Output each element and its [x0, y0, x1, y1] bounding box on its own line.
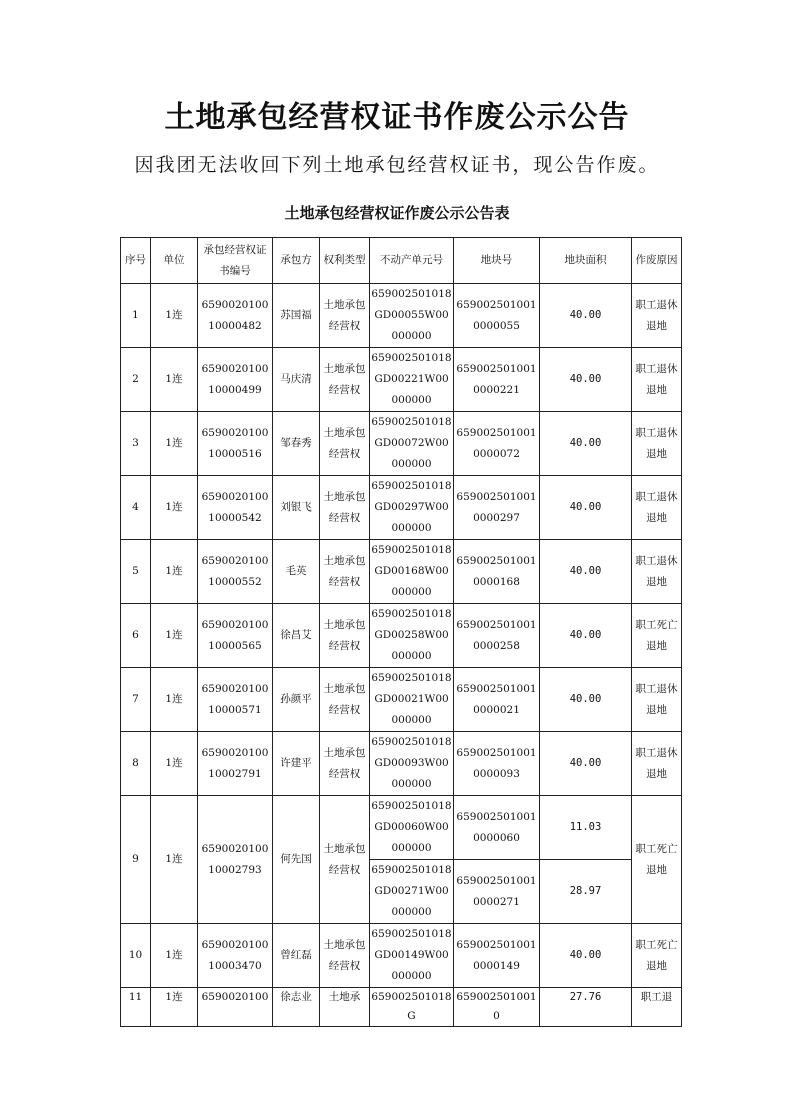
cell-holder: 何先国: [273, 796, 320, 924]
cell-type: 土地承包经营权: [320, 412, 370, 476]
cell-property: 659002501018GD00055W00000000: [370, 284, 454, 348]
notice-subtitle: 因我团无法收回下列土地承包经营权证书，现公告作废。: [134, 154, 660, 176]
cell-no: 6: [121, 604, 151, 668]
cell-cert: 6590020100: [198, 988, 273, 1027]
cell-reason: 职工退休退地: [632, 412, 682, 476]
cell-area: 40.00: [540, 668, 632, 732]
cell-property: 659002501018GD00093W00000000: [370, 732, 454, 796]
cell-parcel: 6590025010010000258: [454, 604, 540, 668]
cell-no: 9: [121, 796, 151, 924]
cell-property: 659002501018GD00271W00000000: [370, 860, 454, 924]
cell-type: 土地承包经营权: [320, 284, 370, 348]
cell-property: 659002501018GD00221W00000000: [370, 348, 454, 412]
header-holder: 承包方: [273, 238, 320, 284]
cell-cert: 659002010010002793: [198, 796, 273, 924]
cell-parcel: 6590025010010000297: [454, 476, 540, 540]
cell-cert: 659002010010003470: [198, 924, 273, 988]
cell-no: 7: [121, 668, 151, 732]
cell-cert: 659002010010000565: [198, 604, 273, 668]
cell-area: 40.00: [540, 924, 632, 988]
cell-property: 659002501018GD00258W00000000: [370, 604, 454, 668]
cell-property: 659002501018GD00060W00000000: [370, 796, 454, 860]
cell-reason: 职工退: [632, 988, 682, 1027]
cell-area: 28.97: [540, 860, 632, 924]
cell-type: 土地承包经营权: [320, 732, 370, 796]
cell-unit: 1连: [151, 540, 198, 604]
cell-property: 659002501018GD00072W00000000: [370, 412, 454, 476]
cell-unit: 1连: [151, 796, 198, 924]
notice-table: [120, 237, 682, 1027]
cell-parcel: 6590025010010000093: [454, 732, 540, 796]
cell-unit: 1连: [151, 284, 198, 348]
cell-reason: 职工退休退地: [632, 540, 682, 604]
cell-reason: 职工退休退地: [632, 476, 682, 540]
header-unit: 单位: [151, 238, 198, 284]
cell-parcel: 6590025010010000072: [454, 412, 540, 476]
cell-unit: 1连: [151, 476, 198, 540]
cell-holder: 孙颜平: [273, 668, 320, 732]
table-row: [121, 284, 682, 348]
table-row: [121, 988, 682, 1027]
cell-parcel: 6590025010010000168: [454, 540, 540, 604]
table-row: [121, 540, 682, 604]
cell-property: 659002501018GD00149W00000000: [370, 924, 454, 988]
cell-holder: 马庆清: [273, 348, 320, 412]
cell-area: 11.03: [540, 796, 632, 860]
cell-cert: 659002010010000571: [198, 668, 273, 732]
table-row: [121, 732, 682, 796]
cell-cert: 659002010010000482: [198, 284, 273, 348]
cell-holder: 邹春秀: [273, 412, 320, 476]
table-row: [121, 796, 682, 860]
cell-type: 土地承包经营权: [320, 924, 370, 988]
table-row: [121, 412, 682, 476]
cell-property: 659002501018GD00168W00000000: [370, 540, 454, 604]
table-row: [121, 604, 682, 668]
table-row: [121, 476, 682, 540]
cell-reason: 职工死亡退地: [632, 796, 682, 924]
cell-reason: 职工死亡退地: [632, 604, 682, 668]
header-row: [121, 238, 682, 284]
table-row: [121, 668, 682, 732]
cell-holder: 刘银飞: [273, 476, 320, 540]
cell-cert: 659002010010000542: [198, 476, 273, 540]
cell-reason: 职工死亡退地: [632, 924, 682, 988]
cell-cert: 659002010010000552: [198, 540, 273, 604]
cell-no: 10: [121, 924, 151, 988]
cell-no: 1: [121, 284, 151, 348]
cell-area: 40.00: [540, 348, 632, 412]
cell-reason: 职工退休退地: [632, 732, 682, 796]
cell-parcel: 6590025010010000021: [454, 668, 540, 732]
cell-no: 2: [121, 348, 151, 412]
cell-holder: 徐志业: [273, 988, 320, 1027]
cell-cert: 659002010010002791: [198, 732, 273, 796]
cell-reason: 职工退休退地: [632, 668, 682, 732]
cell-reason: 职工退休退地: [632, 348, 682, 412]
cell-type: 土地承: [320, 988, 370, 1027]
cell-no: 5: [121, 540, 151, 604]
table-title: 土地承包经营权证作废公示公告表: [284, 204, 510, 222]
cell-parcel: 6590025010010000221: [454, 348, 540, 412]
cell-area: 40.00: [540, 412, 632, 476]
cell-no: 11: [121, 988, 151, 1027]
header-area: 地块面积: [540, 238, 632, 284]
cell-holder: 许建平: [273, 732, 320, 796]
cell-property: 659002501018G: [370, 988, 454, 1027]
cell-area: 40.00: [540, 540, 632, 604]
cell-unit: 1连: [151, 924, 198, 988]
header-reason: 作废原因: [632, 238, 682, 284]
cell-parcel: 6590025010010000060: [454, 796, 540, 860]
cell-unit: 1连: [151, 348, 198, 412]
cell-no: 4: [121, 476, 151, 540]
cell-unit: 1连: [151, 604, 198, 668]
cell-unit: 1连: [151, 412, 198, 476]
cell-type: 土地承包经营权: [320, 540, 370, 604]
cell-holder: 苏国福: [273, 284, 320, 348]
cell-holder: 徐昌艾: [273, 604, 320, 668]
cell-area: 40.00: [540, 476, 632, 540]
cell-no: 3: [121, 412, 151, 476]
cell-parcel: 6590025010010000271: [454, 860, 540, 924]
cell-unit: 1连: [151, 988, 198, 1027]
cell-type: 土地承包经营权: [320, 476, 370, 540]
cell-holder: 曾红磊: [273, 924, 320, 988]
cell-type: 土地承包经营权: [320, 668, 370, 732]
header-no: 序号: [121, 238, 151, 284]
header-property: 不动产单元号: [370, 238, 454, 284]
cell-parcel: 6590025010010000055: [454, 284, 540, 348]
cell-type: 土地承包经营权: [320, 604, 370, 668]
cell-unit: 1连: [151, 668, 198, 732]
page-title: 土地承包经营权证书作废公示公告: [164, 100, 630, 135]
cell-reason: 职工退休退地: [632, 284, 682, 348]
header-parcel: 地块号: [454, 238, 540, 284]
cell-parcel: 6590025010010: [454, 988, 540, 1027]
cell-cert: 659002010010000499: [198, 348, 273, 412]
cell-property: 659002501018GD00021W00000000: [370, 668, 454, 732]
table-row: [121, 348, 682, 412]
cell-area: 27.76: [540, 988, 632, 1027]
cell-area: 40.00: [540, 284, 632, 348]
cell-area: 40.00: [540, 604, 632, 668]
header-cert: 承包经营权证书编号: [198, 238, 273, 284]
cell-no: 8: [121, 732, 151, 796]
cell-type: 土地承包经营权: [320, 348, 370, 412]
cell-cert: 659002010010000516: [198, 412, 273, 476]
cell-area: 40.00: [540, 732, 632, 796]
cell-type: 土地承包经营权: [320, 796, 370, 924]
cell-holder: 毛英: [273, 540, 320, 604]
header-type: 权利类型: [320, 238, 370, 284]
table-row: [121, 924, 682, 988]
cell-unit: 1连: [151, 732, 198, 796]
cell-property: 659002501018GD00297W00000000: [370, 476, 454, 540]
cell-parcel: 6590025010010000149: [454, 924, 540, 988]
